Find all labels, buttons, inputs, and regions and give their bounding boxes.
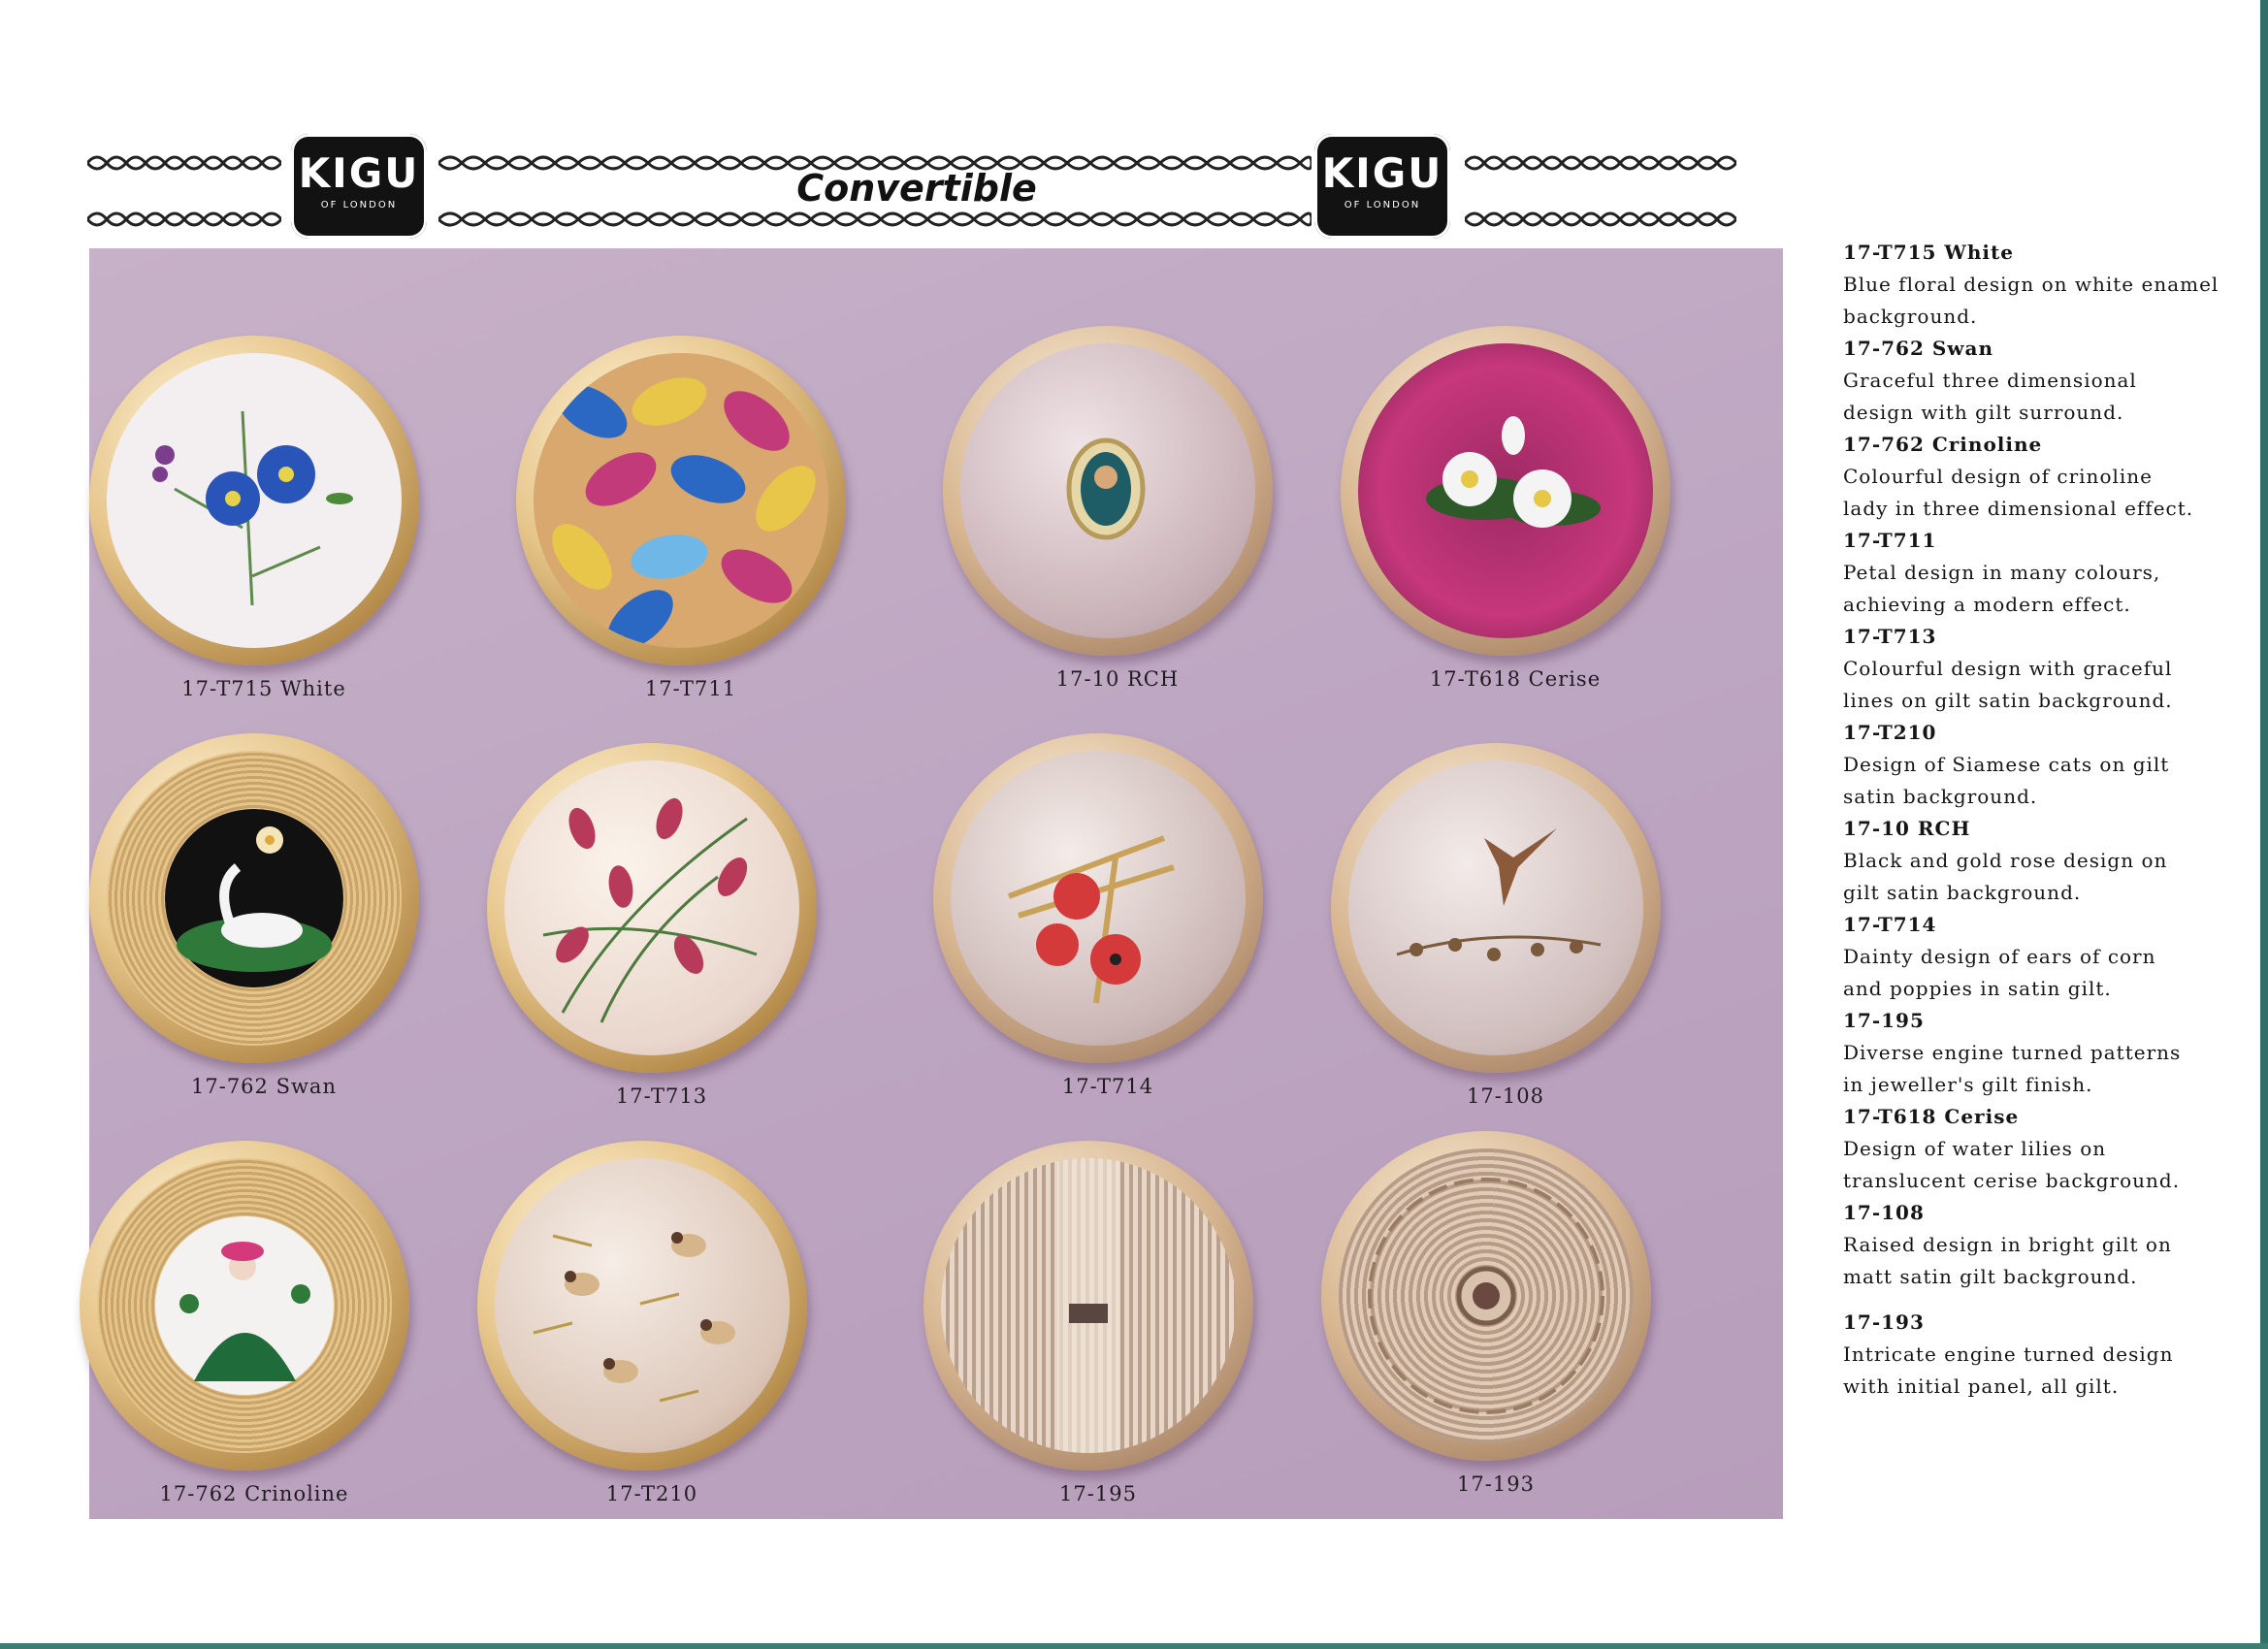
rope-ornament xyxy=(87,208,281,231)
description-entry xyxy=(1843,621,2251,717)
entry-text: Design of Siamese cats on gilt xyxy=(1843,753,2170,776)
entry-code: 17-762 Swan xyxy=(1843,337,1994,360)
description-entry xyxy=(1843,909,2251,1005)
water-lily-design xyxy=(1358,343,1653,638)
logo-brand: KIGU xyxy=(298,149,420,197)
entry-code: 17-108 xyxy=(1843,1201,1925,1224)
entry-text: Colourful design with graceful xyxy=(1843,657,2173,680)
entry-text: Blue floral design on white enamel xyxy=(1843,273,2219,296)
compact-item xyxy=(487,743,904,1121)
compact-case xyxy=(477,1141,807,1471)
compact-label: 17-193 xyxy=(1457,1472,1535,1496)
catalog-header xyxy=(87,134,1736,241)
description-entry xyxy=(1843,1005,2251,1101)
compact-item xyxy=(923,1141,1341,1519)
entry-code: 17-T210 xyxy=(1843,721,1937,744)
entry-text: Colourful design of crinoline xyxy=(1843,465,2153,488)
entry-text: in jeweller's gilt finish. xyxy=(1843,1073,2093,1096)
compact-case xyxy=(943,326,1273,656)
description-entry xyxy=(1843,525,2251,621)
compact-case xyxy=(923,1141,1253,1471)
compact-label: 17-T618 Cerise xyxy=(1429,667,1602,691)
entry-text: design with gilt surround. xyxy=(1843,401,2124,424)
compact-case xyxy=(1331,743,1661,1073)
entry-text: with initial panel, all gilt. xyxy=(1843,1374,2120,1398)
entry-text: Graceful three dimensional xyxy=(1843,369,2137,392)
compact-label: 17-T715 White xyxy=(181,677,346,700)
compact-label: 17-762 Swan xyxy=(191,1075,337,1098)
entry-text: achieving a modern effect. xyxy=(1843,593,2131,616)
entry-text: translucent cerise background. xyxy=(1843,1169,2181,1192)
rose-cameo-design xyxy=(960,343,1255,638)
striped-panel-design xyxy=(941,1158,1236,1453)
petal-design xyxy=(534,353,828,648)
kigu-logo xyxy=(1314,134,1450,239)
compact-label: 17-T714 xyxy=(1061,1075,1154,1098)
entry-code: 17-T715 White xyxy=(1843,241,2014,264)
compact-case xyxy=(1341,326,1670,656)
bird-design xyxy=(1348,760,1643,1055)
entry-text: lady in three dimensional effect. xyxy=(1843,497,2194,520)
entry-text: satin background. xyxy=(1843,785,2038,808)
entry-text: lines on gilt satin background. xyxy=(1843,689,2173,712)
entry-text: Intricate engine turned design xyxy=(1843,1342,2174,1366)
compact-case xyxy=(89,336,419,665)
floral-design xyxy=(107,353,402,648)
compact-case xyxy=(80,1141,409,1471)
compact-label: 17-10 RCH xyxy=(1055,667,1180,691)
description-entry xyxy=(1843,1307,2251,1403)
compact-label: 17-T713 xyxy=(615,1084,708,1108)
compacts-photo xyxy=(89,248,1783,1519)
rope-ornament xyxy=(1465,151,1736,175)
page-edge-right xyxy=(2260,0,2268,1649)
compact-item xyxy=(89,336,506,714)
description-list xyxy=(1843,237,2251,1403)
compact-label: 17-T210 xyxy=(605,1482,698,1505)
entry-text: matt satin gilt background. xyxy=(1843,1265,2138,1288)
flower-lines-design xyxy=(504,760,799,1055)
entry-text: Dainty design of ears of corn xyxy=(1843,945,2156,968)
description-entry xyxy=(1843,1101,2251,1197)
compact-case xyxy=(1321,1131,1651,1461)
entry-text: Design of water lilies on xyxy=(1843,1137,2107,1160)
compact-label: 17-762 Crinoline xyxy=(159,1482,349,1505)
corn-poppy-design xyxy=(951,751,1246,1046)
compact-label: 17-T711 xyxy=(644,677,737,700)
description-entry xyxy=(1843,237,2251,333)
description-entry xyxy=(1843,717,2251,813)
description-entry xyxy=(1843,429,2251,525)
entry-text: Black and gold rose design on xyxy=(1843,849,2168,872)
entry-text: Diverse engine turned patterns xyxy=(1843,1041,2182,1064)
swan-design xyxy=(107,751,402,1046)
compact-item xyxy=(1341,326,1758,704)
compact-item xyxy=(943,326,1360,704)
entry-text: and poppies in satin gilt. xyxy=(1843,977,2112,1000)
description-entry xyxy=(1843,1197,2251,1293)
description-entry xyxy=(1843,813,2251,909)
rope-ornament xyxy=(1465,208,1736,231)
compact-label: 17-108 xyxy=(1467,1084,1544,1108)
logo-brand: KIGU xyxy=(1321,149,1443,197)
entry-code: 17-T713 xyxy=(1843,625,1937,648)
entry-code: 17-193 xyxy=(1843,1310,1925,1334)
description-entry xyxy=(1843,333,2251,429)
logo-subtitle: OF LONDON xyxy=(1344,200,1421,210)
entry-text: Raised design in bright gilt on xyxy=(1843,1233,2172,1256)
siamese-cats-design xyxy=(495,1158,790,1453)
kigu-logo xyxy=(291,134,427,239)
entry-text: gilt satin background. xyxy=(1843,881,2082,904)
entry-text: background. xyxy=(1843,305,1978,328)
page-edge-bottom xyxy=(0,1643,2268,1649)
compact-case xyxy=(933,733,1263,1063)
compact-item xyxy=(933,733,1350,1112)
compact-item xyxy=(80,1141,497,1519)
compact-label: 17-195 xyxy=(1059,1482,1137,1505)
page-title: Convertible xyxy=(796,167,1037,210)
compact-case xyxy=(487,743,817,1073)
compact-case xyxy=(89,733,419,1063)
compact-item xyxy=(516,336,933,714)
entry-code: 17-195 xyxy=(1843,1009,1925,1032)
crinoline-design xyxy=(97,1158,392,1453)
engine-turned-design xyxy=(1339,1148,1634,1443)
compact-item xyxy=(1321,1131,1738,1509)
compact-item xyxy=(89,733,506,1112)
rope-ornament xyxy=(87,151,281,175)
entry-code: 17-762 Crinoline xyxy=(1843,433,2043,456)
rope-ornament xyxy=(438,208,1312,231)
entry-text: Petal design in many colours, xyxy=(1843,561,2161,584)
logo-subtitle: OF LONDON xyxy=(320,200,398,210)
entry-code: 17-T714 xyxy=(1843,913,1937,936)
entry-code: 17-T711 xyxy=(1843,529,1937,552)
entry-code: 17-10 RCH xyxy=(1843,817,1971,840)
compact-item xyxy=(1331,743,1748,1121)
entry-code: 17-T618 Cerise xyxy=(1843,1105,2020,1128)
compact-case xyxy=(516,336,846,665)
compact-item xyxy=(477,1141,894,1519)
